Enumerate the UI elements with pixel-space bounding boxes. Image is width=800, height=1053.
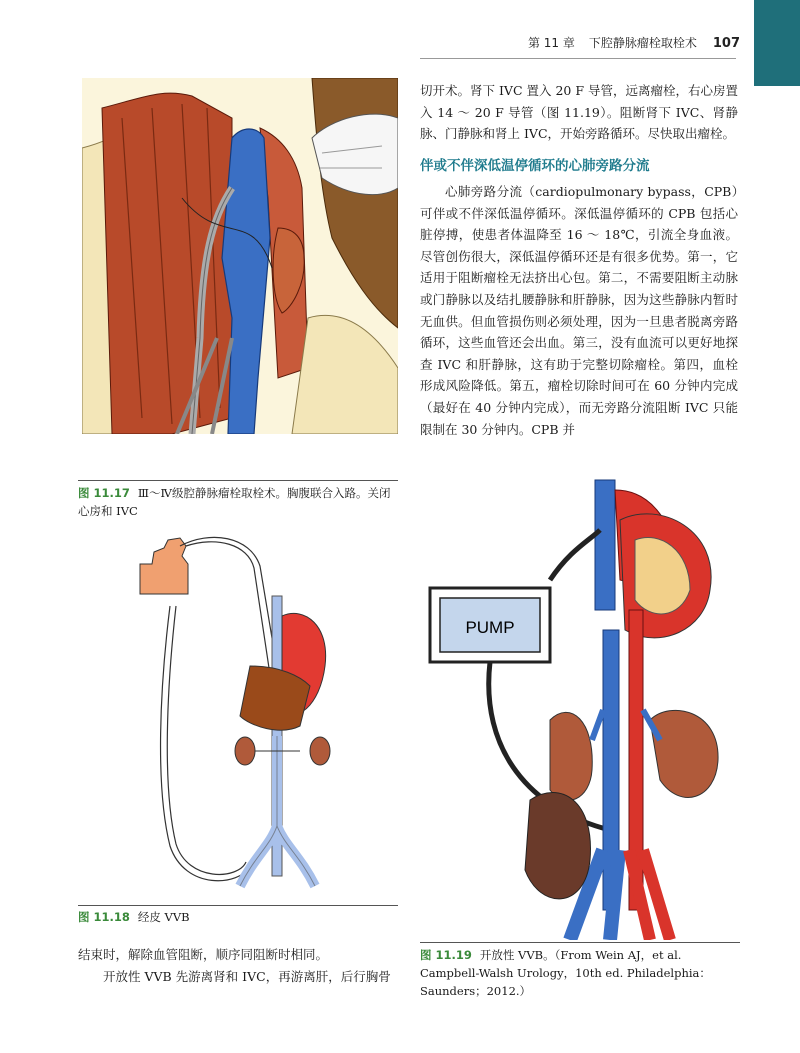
paragraph-open-vvb: 开放性 VVB 先游离肾和 IVC，再游离肝，后行胸骨 — [103, 968, 391, 984]
header-title: 下腔静脉瘤栓取栓术 — [588, 36, 697, 50]
figure-11-19-image — [420, 470, 746, 940]
right-column-top — [420, 80, 738, 145]
figure-11-19-caption — [420, 946, 742, 1000]
figure-11-18-image — [130, 526, 350, 896]
figure-11-19-label: 图 11.19 — [420, 948, 472, 962]
figure-11-19-caption-text: 开放性 VVB。（From Wein AJ，et al. Campbell-Walsh Urology，10th ed. Philadelphia：Saunders；2012.） — [420, 948, 711, 998]
header-rule — [420, 58, 736, 59]
paragraph-continued: 切开术。肾下 IVC 置入 20 F 导管，远离瘤栓，右心房置入 14 ～ 20 F 导管（图 11.19）。阻断肾下 IVC、肾静脉、门静脉和肾上 IVC，开始旁路循环。尽快取出瘤栓。 — [420, 83, 738, 142]
paragraph-cpb: 心肺旁路分流（cardiopulmonary bypass，CPB）可伴或不伴深低温停循环。深低温停循环的 CPB 包括心脏停搏，使患者体温降至 16 ～ 18℃，引流全身血液。尽管创伤很大，深低温停循环还是有很多优势。第一，它适用于阻断瘤栓无法挤出心包。第二，不需要阻断主动脉或门静脉以及结扎腰静脉和肝静脉，因为这些静脉内暂时无血供。但血管损伤则必须处理，因为一旦患者脱离旁路循环，这些血管还会出血。第三，没有血流可以更好地探查 IVC 和肝静脉，这有助于完整切除瘤栓。第四，血栓形成风险降低。第五，瘤栓切除时间可在 60 分钟内完成（最好在 40 分钟内完成），而无旁路分流阻断 IVC 只能限制在 30 分钟内。CPB 并 — [420, 184, 738, 437]
page-number: 107 — [712, 36, 740, 51]
left-column-bottom — [78, 944, 398, 987]
chapter-tab — [754, 0, 800, 86]
paragraph-end-clamp: 结束时，解除血管阻断，顺序同阻断时相同。 — [78, 947, 329, 962]
figure-11-17-caption — [78, 484, 400, 520]
pump-label: PUMP — [465, 618, 515, 637]
figure-11-18-rule — [78, 905, 398, 906]
figure-11-18-caption-text: 经皮 VVB — [137, 910, 190, 924]
figure-11-17-label: 图 11.17 — [78, 486, 130, 500]
right-column-body — [420, 181, 738, 440]
figure-11-17-rule — [78, 480, 398, 481]
figure-11-17-caption-text: Ⅲ～Ⅳ级腔静脉瘤栓取栓术。胸腹联合入路。关闭心房和 IVC — [78, 486, 391, 518]
header-chapter: 第 11 章 — [527, 36, 575, 50]
section-heading: 伴或不伴深低温停循环的心肺旁路分流 — [420, 158, 650, 174]
running-header — [500, 34, 740, 51]
figure-11-19-rule — [420, 942, 740, 943]
figure-11-17-image — [82, 78, 398, 434]
figure-11-18-caption — [78, 908, 400, 926]
figure-11-18-label: 图 11.18 — [78, 910, 130, 924]
